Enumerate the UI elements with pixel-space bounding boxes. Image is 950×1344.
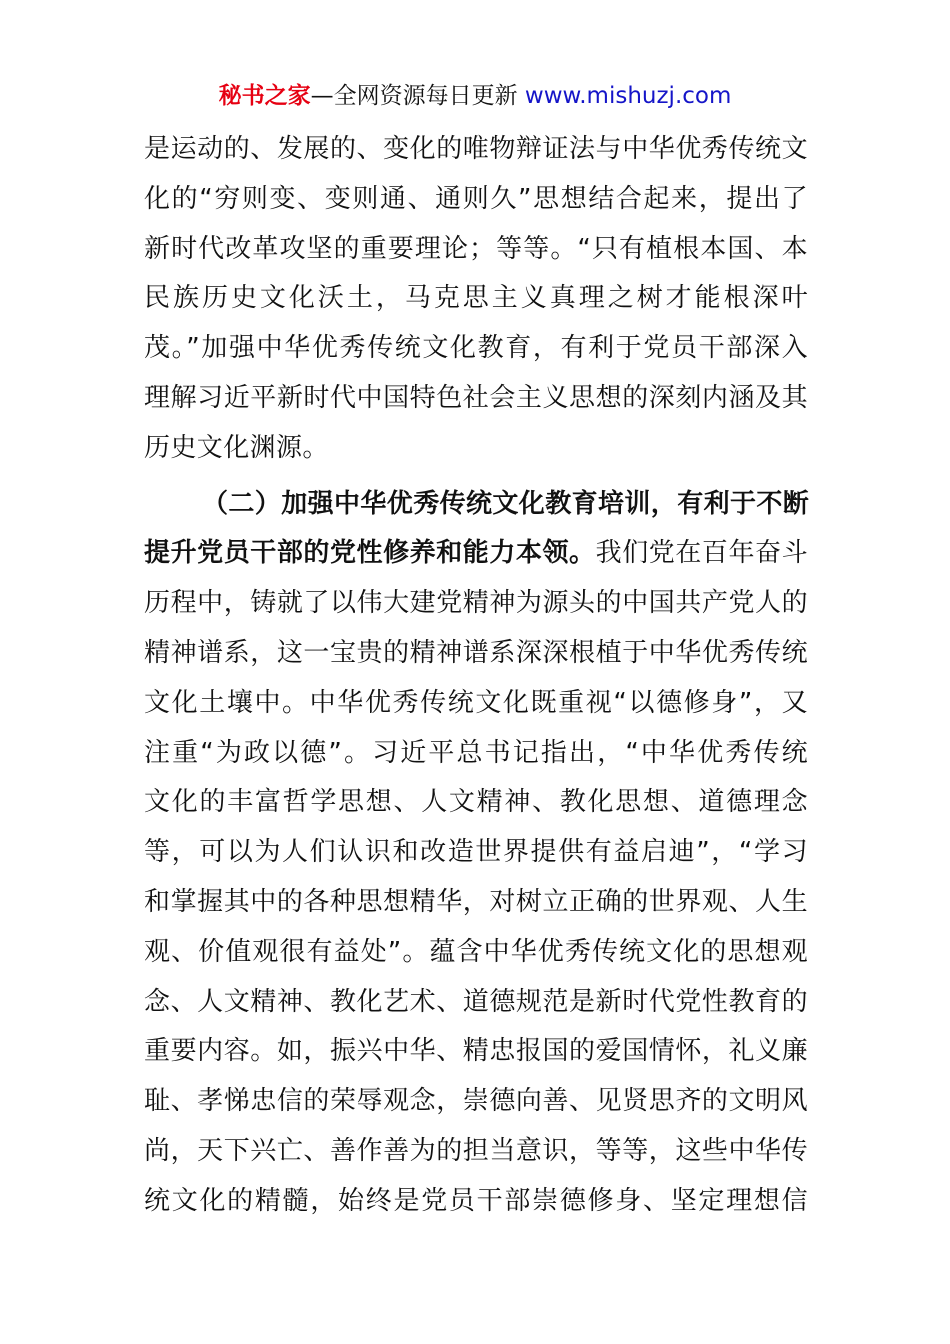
paragraph-2 [144,480,808,1227]
text-line: 精神谱系，这一宝贵的精神谱系深深根植于中华优秀传统 [144,637,808,668]
text-line: 注重“为政以德”。习近平总书记指出，“中华优秀传统 [144,737,808,768]
text-line: 理解习近平新时代中国特色社会主义思想的深刻内涵及其 [144,382,808,413]
section-heading-continued: 提升党员干部的党性修养和能力本领。 [144,538,596,569]
text-line: 历程中，铸就了以伟大建党精神为源头的中国共产党人的 [144,588,808,619]
text-line: 观、价值观很有益处”。蕴含中华优秀传统文化的思想观 [144,936,808,967]
text-span: 我们党在百年奋斗 [595,538,808,569]
text-line: 耻、孝悌忠信的荣辱观念，崇德向善、见贤思齐的文明风 [144,1086,808,1117]
site-name: 秘书之家 [218,83,311,109]
site-url-link[interactable]: www.mishuzj.com [524,83,732,109]
text-line: 文化土壤中。中华优秀传统文化既重视“以德修身”，又 [144,687,808,718]
page-header [0,80,950,112]
text-line: 统文化的精髓，始终是党员干部崇德修身、坚定理想信 [144,1185,808,1216]
text-line: 民族历史文化沃土，马克思主义真理之树才能根深叶 [144,283,808,314]
text-line: 历史文化渊源。 [144,432,329,463]
text-line [144,529,808,579]
text-line: 新时代改革攻坚的重要理论；等等。“只有植根本国、本 [144,233,808,264]
text-line: 是运动的、发展的、变化的唯物辩证法与中华优秀传统文 [144,134,808,164]
section-heading: （二）加强中华优秀传统文化教育培训，有利于不断 [202,488,810,519]
document-body [144,125,808,1227]
text-line: 重要内容。如，振兴中华、精忠报国的爱国情怀，礼义廉 [144,1036,808,1067]
text-line: 茂。”加强中华优秀传统文化教育，有利于党员干部深入 [144,333,808,364]
text-line: 等，可以为人们认识和改造世界提供有益启迪”，“学习 [144,837,808,868]
text-line: 念、人文精神、教化艺术、道德规范是新时代党性教育的 [144,986,808,1017]
text-line: 文化的丰富哲学思想、人文精神、教化思想、道德理念 [144,787,808,818]
text-line: 尚，天下兴亡、善作善为的担当意识，等等，这些中华传 [144,1135,808,1166]
text-line: 和掌握其中的各种思想精华，对树立正确的世界观、人生 [144,886,808,917]
header-tagline: —全网资源每日更新 [310,83,525,109]
text-line: 化的“穷则变、变则通、通则久”思想结合起来，提出了 [144,183,808,214]
paragraph-1 [144,125,808,474]
